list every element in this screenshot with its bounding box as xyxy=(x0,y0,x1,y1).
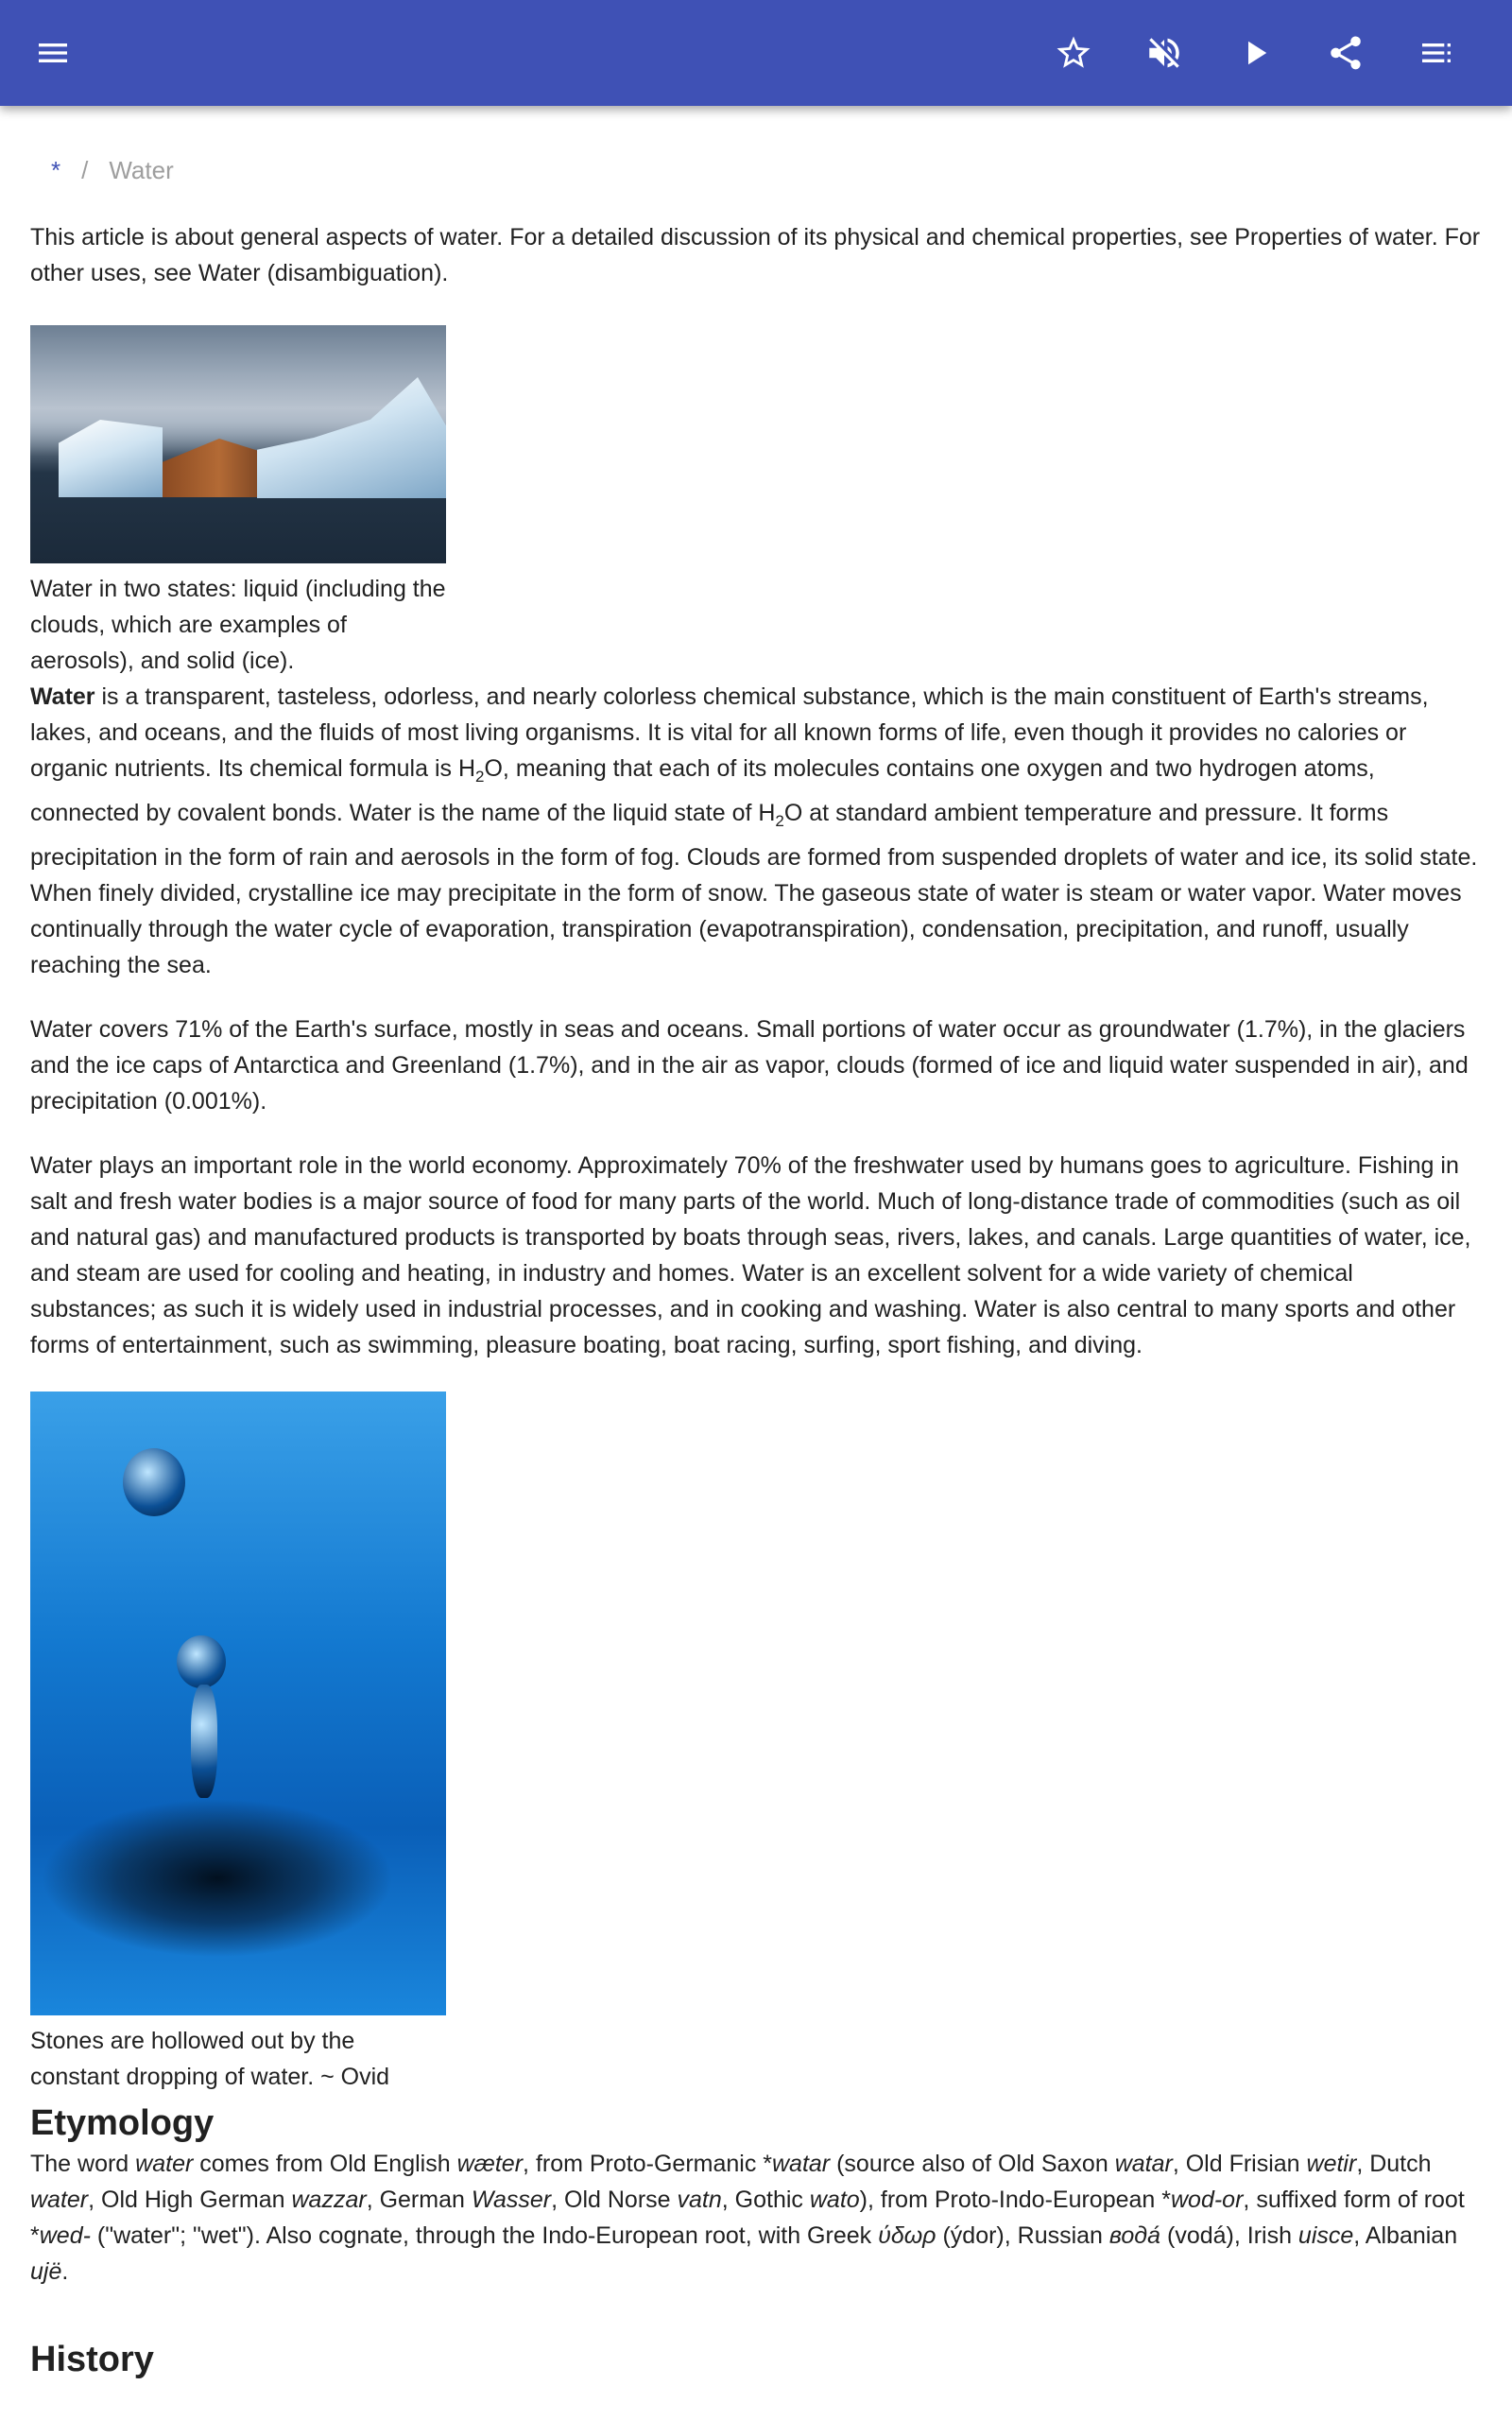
text-run: (ýdor), Russian xyxy=(936,2222,1109,2249)
intro-paragraph xyxy=(30,679,1486,983)
article-content xyxy=(30,151,1486,2382)
text-run: , from Proto-Germanic * xyxy=(523,2151,772,2177)
italic-term: wazzar xyxy=(291,2187,367,2213)
menu-icon[interactable] xyxy=(30,30,76,76)
text-run: , Albanian xyxy=(1353,2222,1458,2249)
italic-term: watar xyxy=(772,2151,831,2177)
text-run: , Old Norse xyxy=(551,2187,678,2213)
breadcrumb-separator: / xyxy=(81,156,89,184)
etymology-paragraph xyxy=(30,2146,1486,2290)
economy-paragraph: Water plays an important role in the world economy. Approximately 70% of the freshwater used by humans goes to agriculture. Fishing in salt and fresh water bodies is a major source of food for many parts of the world. Much of long-distance trade of commodities (such as oil and natural gas) and manufactured products is transported by boats through seas, rivers, lakes, and canals. Large quantities of water, ice, and steam are used for cooling and heating, in industry and homes. Water is an excellent solvent for a wide variety of chemical substances; as such it is widely used in industrial processes, and in cooking and washing. Water is also central to many sports and other forms of entertainment, such as swimming, pleasure boating, boat racing, surfing, sport fishing, and diving. xyxy=(30,1152,1471,1358)
breadcrumb-current: Water xyxy=(109,156,174,184)
text-run: is a transparent, tasteless, odorless, and nearly colorless chemical substance, which is the main constituent of Earth's streams, lakes, and oceans, and the fluids of most living organisms. It is vital for all known forms of life, even though it provides no calories or organic nutrients. Its chemical formula is H xyxy=(30,683,1429,782)
star-icon[interactable] xyxy=(1051,30,1096,76)
italic-term: wato xyxy=(809,2187,860,2213)
text-run: , Old Frisian xyxy=(1172,2151,1307,2177)
italic-term: watar xyxy=(1114,2151,1173,2177)
breadcrumb-home-link[interactable]: * xyxy=(51,156,61,184)
italic-term: wetir xyxy=(1306,2151,1357,2177)
history-heading: History xyxy=(30,2340,154,2379)
italic-term: water xyxy=(135,2151,194,2177)
text-run: O, meaning that each of its molecules contains one oxygen and two hydrogen atoms, connected by covalent bonds. Water is the name of the liquid state of H xyxy=(30,755,1375,826)
figure-iceberg xyxy=(30,325,446,679)
text-run: (vodá), Irish xyxy=(1160,2222,1298,2249)
italic-term: uisce xyxy=(1297,2222,1354,2249)
hatnote: This article is about general aspects of water. For a detailed discussion of its physical and chemical properties, see Properties of water. For other uses, see Water (disambiguation). xyxy=(30,224,1481,286)
text-run: , Dutch xyxy=(1356,2151,1432,2177)
figure-water-drop xyxy=(30,1392,446,2095)
italic-term: vatn xyxy=(677,2187,722,2213)
subscript-text: 2 xyxy=(775,812,784,830)
app-toolbar xyxy=(0,0,1512,106)
volume-off-icon[interactable] xyxy=(1142,30,1187,76)
text-run: ("water"; "wet"). Also cognate, through the Indo-European root, with Greek xyxy=(90,2222,879,2249)
text-run: ), from Proto-Indo-European * xyxy=(859,2187,1171,2213)
subscript-text: 2 xyxy=(475,768,485,786)
share-icon[interactable] xyxy=(1323,30,1368,76)
text-run: The word xyxy=(30,2151,136,2177)
italic-term: ύδωρ xyxy=(878,2222,936,2249)
playlist-icon[interactable] xyxy=(1414,30,1459,76)
italic-term: Wasser xyxy=(471,2187,552,2213)
italic-term: вода́ xyxy=(1108,2222,1161,2249)
text-run: comes from Old English xyxy=(193,2151,457,2177)
text-run: , Gothic xyxy=(721,2187,810,2213)
text-run: , Old High German xyxy=(88,2187,292,2213)
italic-term: ujë xyxy=(30,2258,62,2285)
text-run: . xyxy=(61,2258,69,2285)
coverage-paragraph: Water covers 71% of the Earth's surface, mostly in seas and oceans. Small portions of water occur as groundwater (1.7%), in the glaciers and the ice caps of Antarctica and Greenland (1.7%), and in the air as vapor, clouds (formed of ice and liquid water suspended in air), and precipitation (0.001%). xyxy=(30,1016,1469,1115)
text-run: O at standard ambient temperature and pressure. It forms precipitation in the form of rain and aerosols in the form of fog. Clouds are formed from suspended droplets of water and ice, its solid state. When finely divided, crystalline ice may precipitate in the form of snow. The gaseous state of water is steam or water vapor. Water moves continually through the water cycle of evaporation, transpiration (evapotranspiration), condensation, precipitation, and runoff, usually reaching the sea. xyxy=(30,800,1478,978)
text-run: , suffixed form of root * xyxy=(30,2187,1465,2249)
etymology-heading: Etymology xyxy=(30,2103,215,2143)
bold-term: Water xyxy=(30,683,95,710)
figure-caption: Stones are hollowed out by the constant dropping of water. ~ Ovid xyxy=(30,2028,390,2090)
breadcrumb xyxy=(30,151,1486,189)
figure-caption: Water in two states: liquid (including the clouds, which are examples of aerosols), and solid (ice). xyxy=(30,576,446,674)
italic-term: wæter xyxy=(456,2151,524,2177)
iceberg-image[interactable] xyxy=(30,325,446,563)
water-drop-image[interactable] xyxy=(30,1392,446,2015)
play-icon[interactable] xyxy=(1232,30,1278,76)
text-run: , German xyxy=(366,2187,472,2213)
italic-term: water xyxy=(30,2187,89,2213)
italic-term: wed- xyxy=(39,2222,91,2249)
text-run: (source also of Old Saxon xyxy=(830,2151,1115,2177)
italic-term: wod-or xyxy=(1171,2187,1244,2213)
